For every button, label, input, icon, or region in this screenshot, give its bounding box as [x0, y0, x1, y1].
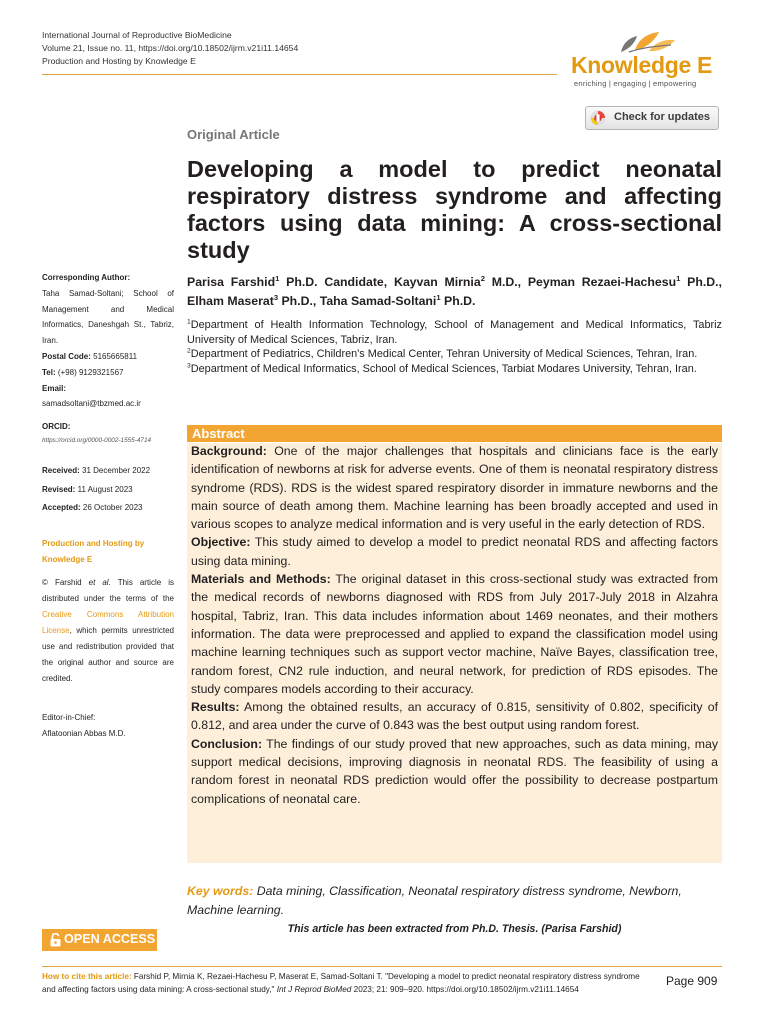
received-date [42, 462, 174, 481]
journal-name: International Journal of Reproductive BioMedicine [42, 30, 232, 40]
citation-label: How to cite this article: [42, 972, 132, 981]
corresponding-author-label: Corresponding Author: [42, 273, 131, 282]
telephone [42, 365, 174, 381]
check-for-updates-button[interactable] [585, 106, 719, 130]
license-text: This article is distributed under the terms of the [42, 578, 174, 603]
keywords [187, 882, 722, 920]
citation-block [42, 970, 642, 996]
revised-value: 11 August 2023 [75, 484, 133, 494]
license-etal: et al. [88, 578, 111, 587]
abstract-objective-section [191, 533, 718, 570]
received-label: Received: [42, 466, 80, 475]
author-name: Parisa Farshid [187, 275, 276, 289]
affiliation-number: 2 [187, 347, 191, 355]
corresponding-author-block [42, 270, 174, 412]
abstract-heading-bar [187, 425, 722, 442]
section-text: The findings of our study proved that new approaches, such as data mining, may support medical decisions, improving diagnosis in neonatal RDS. The feasibility of using a random forest in neonatal RDS prediction would offer the possibility to decrease postpartum complications of neonatal care. [191, 736, 718, 806]
section-label: Materials and Methods: [191, 572, 331, 587]
affiliation-number: 1 [187, 318, 191, 326]
affiliation-marker: 1 [436, 292, 441, 302]
affiliation-number: 3 [187, 362, 191, 370]
section-label: Background: [191, 444, 267, 458]
editor-name: Aflatoonian Abbas M.D. [42, 729, 126, 738]
abstract-body [191, 442, 718, 808]
email-label: Email: [42, 383, 67, 393]
section-label: Results: [191, 700, 240, 715]
open-access-badge [42, 929, 157, 951]
citation-text: Farshid P, Mirnia K, Rezaei-Hachesu P, Maserat E, Samad-Soltani T. "Developing a model to predict neonatal respiratory distress syndrome and affecting factors using data mining: A cross-sectional study," [42, 972, 640, 994]
affiliation-marker: 1 [275, 273, 280, 283]
citation-journal: Int J Reprod BioMed [276, 985, 352, 994]
abstract-methods-section [191, 570, 718, 698]
accepted-label: Accepted: [42, 503, 81, 512]
author-name: Peyman Rezaei-Hachesu [527, 275, 677, 289]
page-number: Page 909 [666, 974, 718, 988]
article-type: Original Article [187, 127, 280, 142]
dates-block [42, 462, 174, 518]
open-lock-icon [50, 933, 61, 947]
section-text: This study aimed to develop a model to predict neonatal RDS and affecting factors using data mining. [191, 535, 718, 568]
abstract-heading: Abstract [192, 426, 245, 441]
license-text-end: , which permits unrestricted use and redistribution provided that the original author and source are credited. [42, 626, 174, 683]
affiliation-marker: 2 [480, 273, 485, 283]
abstract-background-section [191, 442, 718, 533]
affiliation-text: Department of Health Information Technology, School of Management and Medical Informatics, Tabriz University of Medical Sciences, Tabriz, Iran. [187, 319, 722, 346]
footer-divider [42, 966, 722, 967]
affiliation-text: Department of Pediatrics, Children's Medical Center, Tehran University of Medical Sciences, Tehran, Iran. [190, 348, 698, 361]
abstract-conclusion-section [191, 735, 718, 808]
crossmark-icon [590, 110, 606, 126]
accepted-date [42, 499, 174, 518]
author-degree: Ph.D., [278, 294, 320, 308]
author-name: Taha Samad-Soltani [319, 294, 437, 308]
logo-wordmark: Knowledge E [571, 52, 713, 78]
license-note [42, 575, 174, 687]
section-label: Objective: [191, 535, 251, 550]
email-link[interactable]: samadsoltani@tbzmed.ac.ir [42, 399, 141, 409]
postal-code-value: 5165665811 [90, 351, 138, 361]
keywords-label: Key words: [187, 884, 254, 898]
header-divider [42, 74, 557, 75]
affiliations [187, 318, 722, 376]
section-text: The original dataset in this cross-sectional study was extracted from the medical records of newborns diagnosed with RDS from July 2017-July 2018 in Alzahra hospital, Tabriz, Iran. This data includes information about 1469 neonates, and their mothers information. The data were preprocessed and applied to expand the classification model using machine learning techniques such as support vector machine, Naïve Bayes, classification tree, random forest, CN2 rule induction, and neural network, for prediction of RDS episodes. The study compares models according to their accuracy. [191, 572, 718, 696]
accepted-value: 26 October 2023 [80, 503, 143, 512]
citation-tail[interactable]: 2023; 21: 909–920. https://doi.org/10.18502/ijrm.v21i11.14654 [351, 985, 579, 994]
editor-block [42, 710, 174, 742]
open-access-label: OPEN ACCESS [64, 932, 156, 946]
check-for-updates-label: Check for updates [614, 111, 710, 123]
affiliation-marker: 3 [273, 292, 279, 302]
affiliation-item [187, 362, 722, 377]
logo-tagline: enriching | engaging | empowering [574, 79, 697, 88]
editor-label: Editor-in-Chief: [42, 713, 96, 722]
section-text: Among the obtained results, an accuracy of 0.815, sensitivity of 0.802, specificity of 0.812, and area under the curve of 0.843 was the best output using random forest. [191, 700, 718, 733]
section-label: Conclusion: [191, 736, 263, 751]
copyright-icon: © [42, 578, 48, 587]
author-name: Kayvan Mirnia [393, 275, 481, 289]
revised-label: Revised: [42, 484, 76, 494]
postal-code-label: Postal Code: [42, 351, 91, 361]
affiliation-text: Department of Medical Informatics, School of Medical Sciences, Tarbiat Modares University, Tehran, Iran. [190, 362, 697, 375]
revised-date [42, 481, 174, 500]
affiliation-marker: 1 [676, 273, 681, 283]
author-list [187, 273, 722, 311]
thesis-note: This article has been extracted from Ph.D. Thesis. (Parisa Farshid) [287, 923, 622, 935]
telephone-value: (+98) 9129321567 [55, 367, 124, 377]
author-name: Elham Maserat [187, 294, 274, 308]
journal-hosting: Production and Hosting by Knowledge E [42, 56, 196, 66]
telephone-label: Tel: [42, 367, 56, 377]
orcid-block [42, 420, 174, 448]
production-hosting-note: Production and Hosting by Knowledge E [42, 539, 145, 564]
journal-header [42, 29, 562, 68]
affiliation-item [187, 347, 722, 362]
author-degree: Ph.D. [440, 294, 476, 308]
received-value: 31 December 2022 [79, 466, 151, 475]
affiliation-item [187, 318, 722, 347]
abstract-results-section [191, 698, 718, 735]
orcid-label: ORCID: [42, 422, 71, 431]
journal-volume[interactable]: Volume 21, Issue no. 11, https://doi.org/10.18502/ijrm.v21i11.14654 [42, 43, 299, 53]
author-degree: M.D., [484, 275, 528, 289]
corresponding-author-address: Taha Samad-Soltani; School of Management and Medical Informatics, Daneshgah St., Tabriz, Iran. [42, 288, 174, 346]
author-degree: Ph.D. Candidate, [279, 275, 394, 289]
license-author: Farshid [47, 578, 89, 587]
article-title: Developing a model to predict neonatal respiratory distress syndrome and affecting factors using data mining: A cross-sectional study [187, 156, 722, 263]
section-text: One of the major challenges that hospitals and clinicians face is the early identification of newborns at risk for adverse events. One of them is neonatal respiratory distress syndrome (RDS). RDS is the widest spared respiratory disorder in immature newborns and the main source of death among them. Machine learning has been broadly accepted and used in various scopes to analyze medical information and is very useful in the early detection of RDS. [191, 444, 718, 532]
author-degree: Ph.D., [680, 275, 722, 289]
postal-code [42, 349, 174, 365]
orcid-link[interactable]: https://orcid.org/0000-0002-1555-4714 [42, 437, 152, 444]
leaf-icon [609, 30, 685, 54]
keywords-text: Data mining, Classification, Neonatal respiratory distress syndrome, Newborn, Machine learning. [187, 884, 682, 917]
cc-license-link[interactable]: Creative Commons Attribution License [42, 610, 174, 635]
